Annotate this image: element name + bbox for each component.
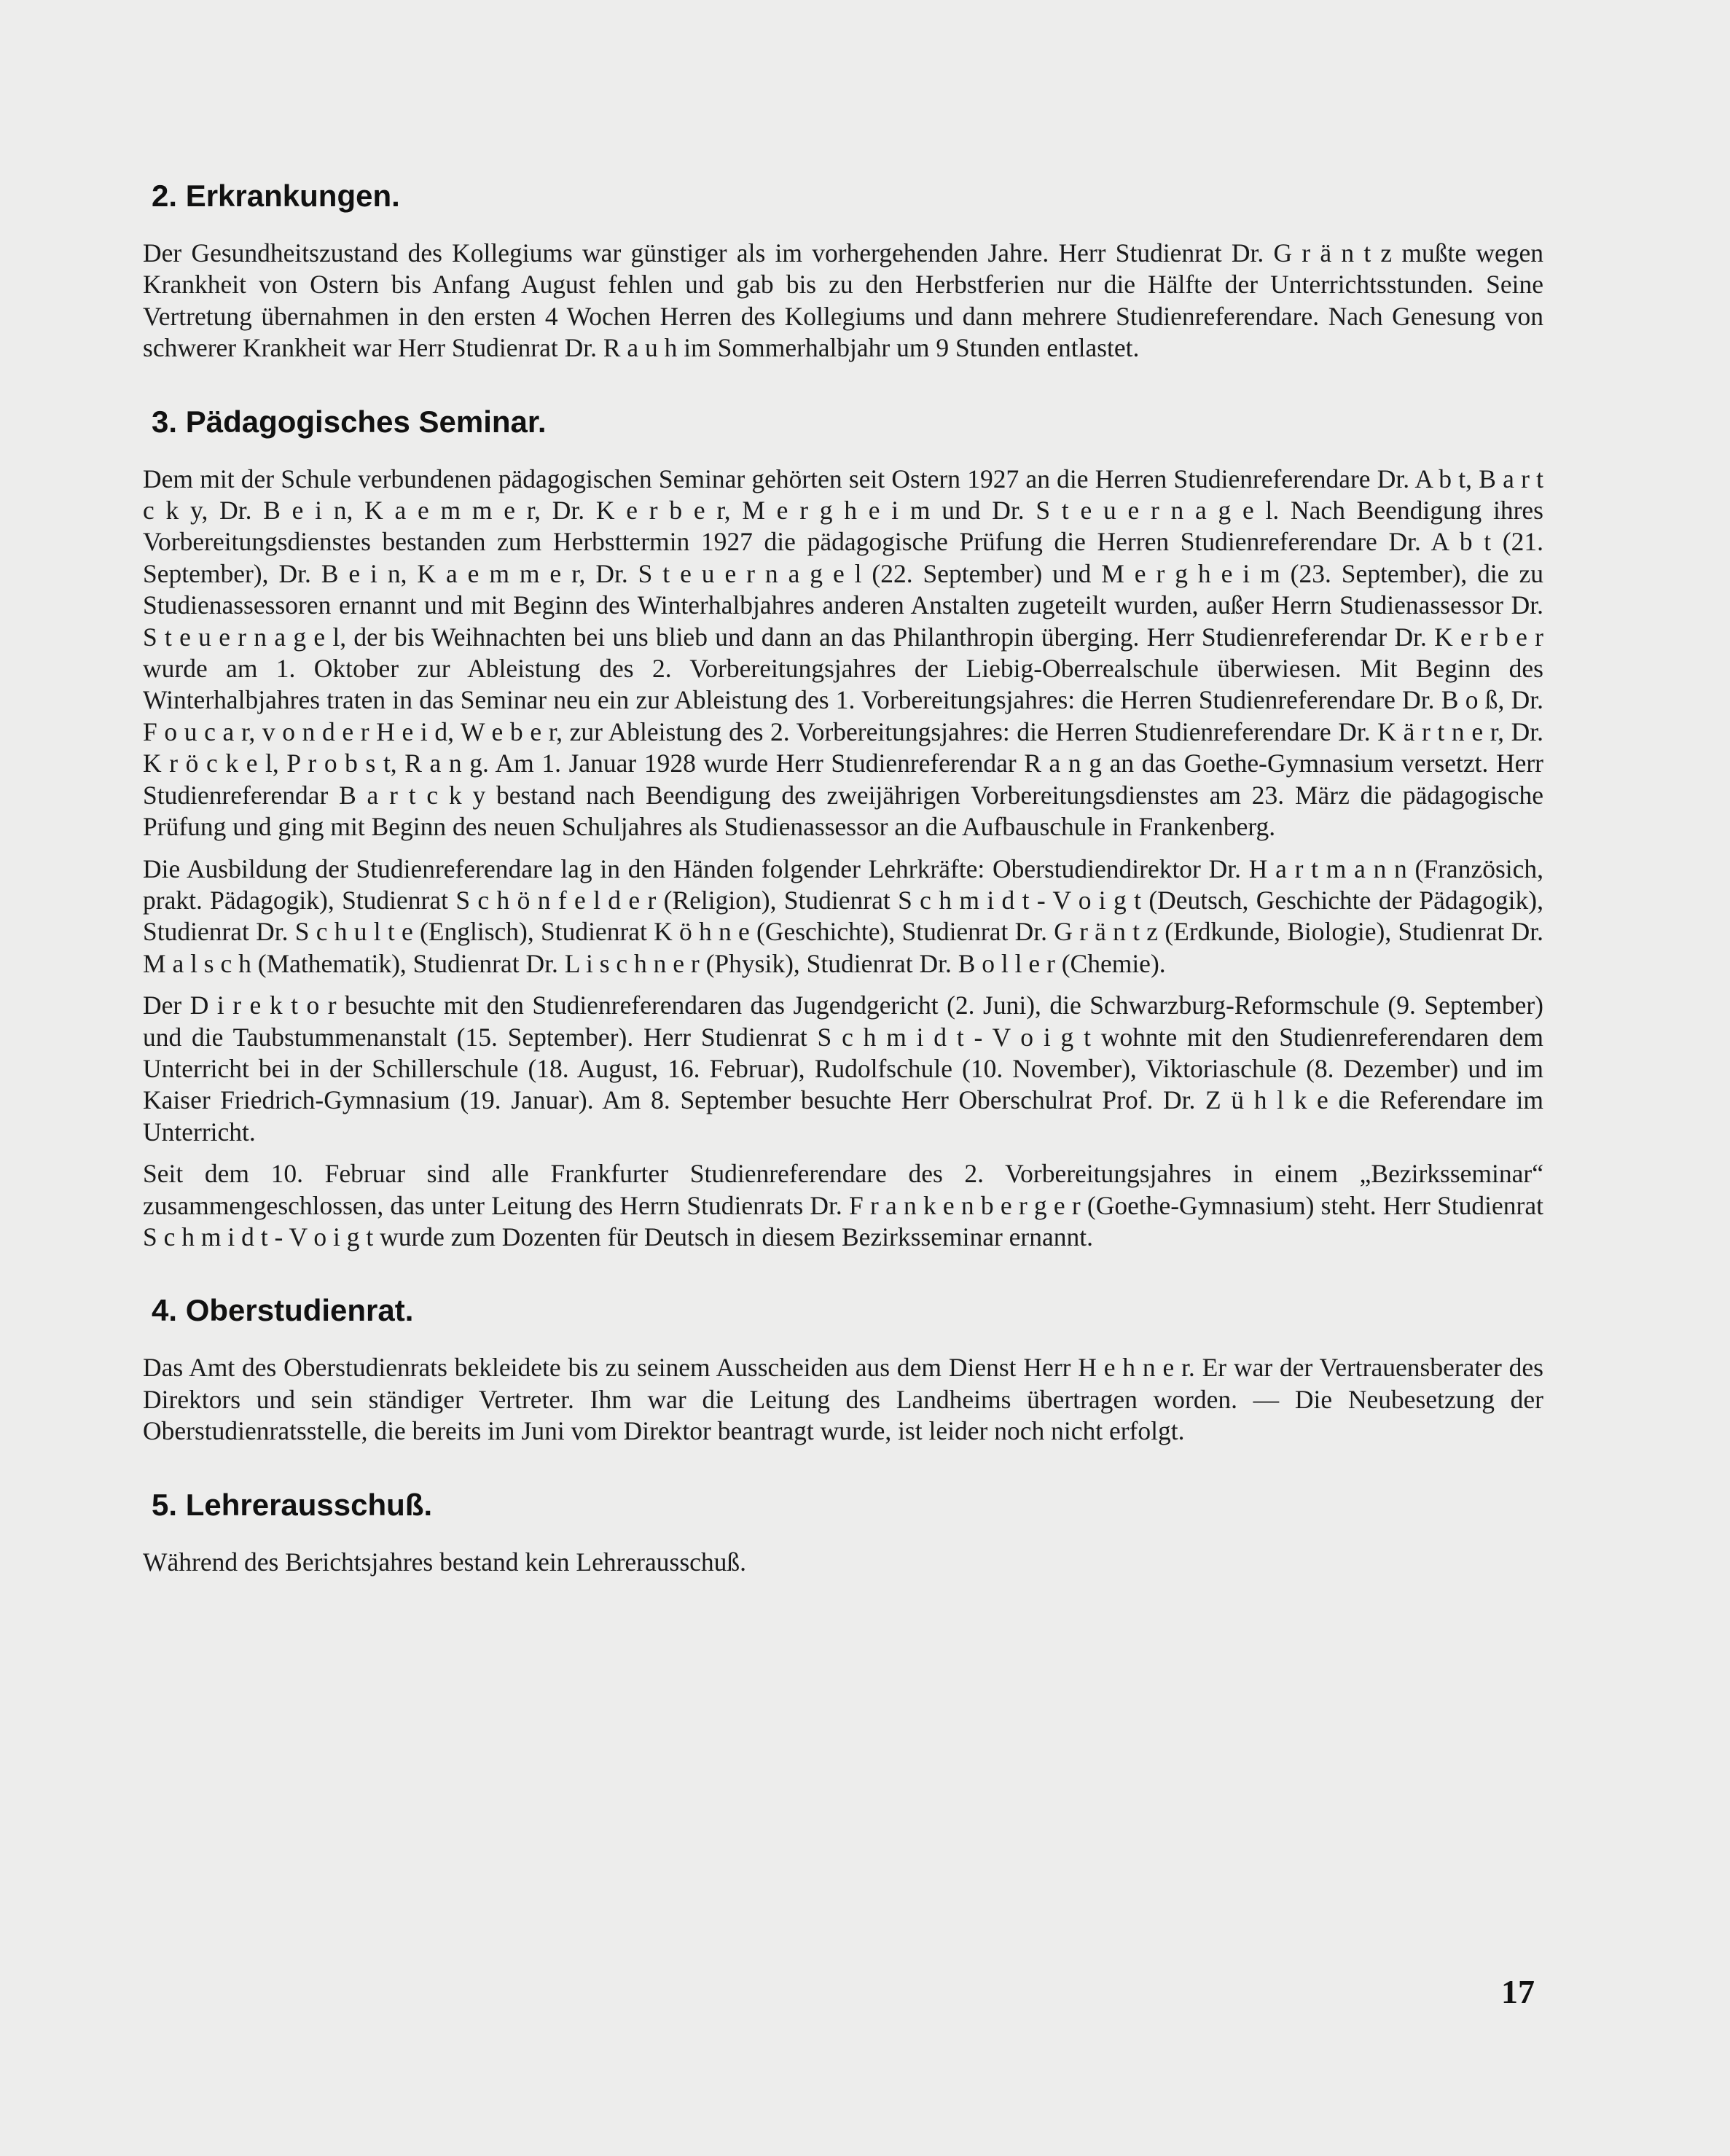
section-lehrerausschuss [143, 1484, 1543, 1578]
paragraph: Der Gesundheitszustand des Kollegiums war günstiger als im vorhergehenden Jahre. Herr Studienrat Dr. G r ä n t z mußte wegen Krankheit von Ostern bis Anfang August fehlen und gab bis zu den Herbstferien nur die Hälfte der Unterrichtsstunden. Seine Vertretung übernahmen in den ersten 4 Wochen Herren des Kollegiums und dann mehrere Studienreferendare. Nach Genesung von schwerer Krankheit war Herr Studienrat Dr. R a u h im Sommerhalbjahr um 9 Stunden entlastet. [143, 238, 1543, 363]
page-content [143, 175, 1543, 1614]
paragraph: Der D i r e k t o r besuchte mit den Studienreferendaren das Jugendgericht (2. Juni), die Schwarzburg-Reformschule (9. September) und die Taubstummenanstalt (15. September). Herr Studienrat S c h m i d t - V o i g t wohnte mit den Studienreferendaren dem Unterricht bei in der Schillerschule (18. August, 16. Februar), Rudolfschule (10. November), Viktoriaschule (8. Dezember) und im Kaiser Friedrich-Gymnasium (19. Januar). Am 8. September besuchte Herr Oberschulrat Prof. Dr. Z ü h l k e die Referendare im Unterricht. [143, 991, 1543, 1147]
paragraph: Dem mit der Schule verbundenen pädagogischen Seminar gehörten seit Ostern 1927 an die Herren Studienreferendare Dr. A b t, B a r t c k y, Dr. B e i n, K a e m m e r, Dr. K e r b e r, M e r g h e i m und Dr. S t e u e r n a g e l. Nach Beendigung ihres Vorbereitungsdienstes bestanden zum Herbsttermin 1927 die pädagogische Prüfung die Herren Studienreferendare Dr. A b t (21. September), Dr. B e i n, K a e m m e r, Dr. S t e u e r n a g e l (22. September) und M e r g h e i m (23. September), die zu Studienassessoren ernannt und mit Beginn des Winterhalbjahres anderen Anstalten zugeteilt wurden, außer Herrn Studienassessor Dr. S t e u e r n a g e l, der bis Weihnachten bei uns blieb und dann an das Philanthropin überging. Herr Studienreferendar Dr. K e r b e r wurde am 1. Oktober zur Ableistung des 2. Vorbereitungsjahres der Liebig-Oberrealschule überwiesen. Mit Beginn des Winterhalbjahres traten in das Seminar neu ein zur Ableistung des 1. Vorbereitungsjahres: die Herren Studienreferendare Dr. B o ß, Dr. F o u c a r, v o n d e r H e i d, W e b e r, zur Ableistung des 2. Vorbereitungsjahres: die Herren Studienreferendare Dr. K ä r t n e r, Dr. K r ö c k e l, P r o b s t, R a n g. Am 1. Januar 1928 wurde Herr Studienreferendar R a n g an das Goethe-Gymnasium versetzt. Herr Studienreferendar B a r t c k y bestand nach Beendigung des zweijährigen Vorbereitungsdienstes am 23. März die pädagogische Prüfung und ging mit Beginn des neuen Schuljahres als Studienassessor an die Aufbauschule in Frankenberg. [143, 464, 1543, 842]
paragraph: Während des Berichtsjahres bestand kein Lehrerausschuß. [143, 1547, 747, 1577]
section-erkrankungen [143, 175, 1543, 364]
paragraph: Das Amt des Oberstudienrats bekleidete bis zu seinem Ausscheiden aus dem Dienst Herr H e h n e r. Er war der Vertrauensberater des Direktors und sein ständiger Vertreter. Ihm war die Leitung des Landheims übertragen worden. — Die Neubesetzung der Oberstudienratsstelle, die bereits im Juni vom Direktor beantragt wurde, ist leider noch nicht erfolgt. [143, 1353, 1543, 1446]
section-oberstudienrat [143, 1289, 1543, 1447]
section-heading: 3. Pädagogisches Seminar. [152, 404, 547, 439]
section-heading: 2. Erkrankungen. [152, 179, 400, 213]
paragraph: Seit dem 10. Februar sind alle Frankfurter Studienreferendare des 2. Vorbereitungsjahres in einem „Bezirksseminar“ zusammengeschlossen, das unter Leitung des Herrn Studienrats Dr. F r a n k e n b e r g e r (Goethe-Gymnasium) steht. Herr Studienrat S c h m i d t - V o i g t wurde zum Dozenten für Deutsch in diesem Bezirksseminar ernannt. [143, 1159, 1543, 1251]
paragraph: Die Ausbildung der Studienreferendare lag in den Händen folgender Lehrkräfte: Oberstudiendirektor Dr. H a r t m a n n (Französich, prakt. Pädagogik), Studienrat S c h ö n f e l d e r (Religion), Studienrat S c h m i d t - V o i g t (Deutsch, Geschichte der Pädagogik), Studienrat Dr. S c h u l t e (Englisch), Studienrat K ö h n e (Geschichte), Studienrat Dr. G r ä n t z (Erdkunde, Biologie), Studienrat Dr. M a l s c h (Mathematik), Studienrat Dr. L i s c h n e r (Physik), Studienrat Dr. B o l l e r (Chemie). [143, 854, 1543, 978]
section-paedagogisches-seminar [143, 401, 1543, 1254]
section-heading: 5. Lehrerausschuß. [152, 1487, 433, 1522]
section-heading: 4. Oberstudienrat. [152, 1293, 414, 1328]
page-number: 17 [1501, 1973, 1535, 2010]
